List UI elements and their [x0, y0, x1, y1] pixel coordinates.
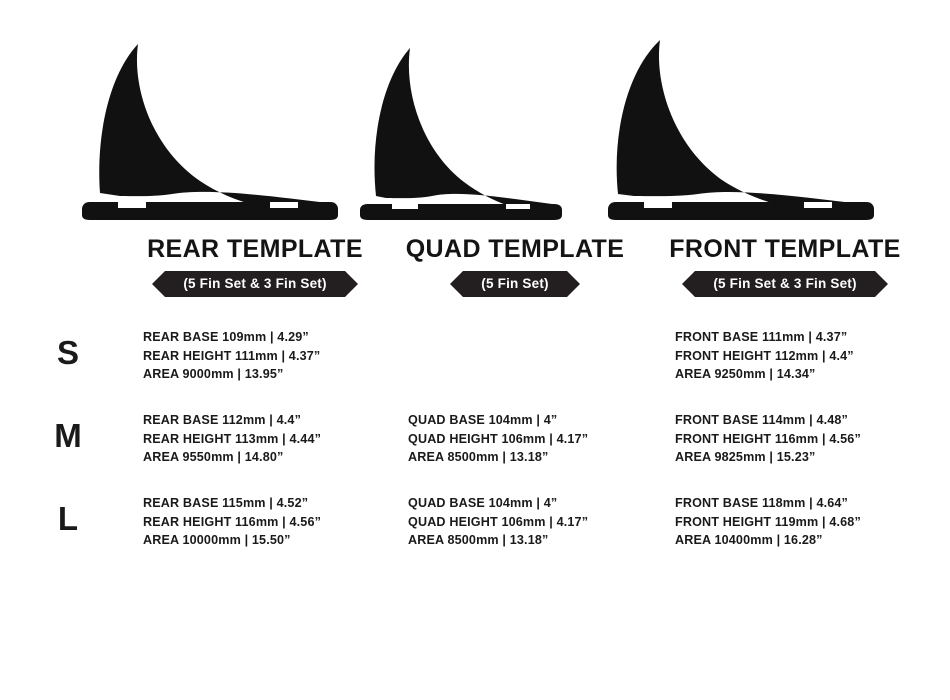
- spec-line: AREA 9550mm | 14.80”: [143, 450, 284, 464]
- spec-line: AREA 8500mm | 13.18”: [408, 450, 549, 464]
- spec-rear-l: [143, 494, 321, 550]
- size-label-s: S: [56, 334, 79, 371]
- spec-line: FRONT HEIGHT 112mm | 4.4”: [675, 348, 854, 363]
- spec-line: AREA 10400mm | 16.28”: [675, 533, 823, 547]
- spec-line: REAR BASE 109mm | 4.29”: [143, 330, 309, 344]
- size-row-large: [0, 488, 950, 571]
- spec-line: QUAD HEIGHT 106mm | 4.17”: [408, 514, 589, 529]
- spec-line: FRONT BASE 118mm | 4.64”: [675, 496, 849, 510]
- rear-ribbon-wrap: [110, 271, 400, 297]
- surfboard-rear-fin-icon: [60, 18, 360, 223]
- spec-line: FRONT HEIGHT 119mm | 4.68”: [675, 514, 861, 529]
- front-ribbon-wrap: [640, 271, 930, 297]
- rear-template-heading: [110, 236, 400, 297]
- fin-illustrations-row: [0, 18, 950, 223]
- spec-line: AREA 8500mm | 13.18”: [408, 533, 549, 547]
- spec-quad-m: [408, 411, 588, 467]
- quad-fin-illustration: [340, 18, 640, 223]
- front-template-title: FRONT TEMPLATE: [669, 235, 901, 263]
- spec-rear-m: [143, 411, 321, 467]
- spec-line: AREA 10000mm | 15.50”: [143, 533, 291, 547]
- front-template-heading: [640, 236, 930, 297]
- spec-table: [0, 322, 950, 571]
- quad-template-heading: [375, 236, 655, 297]
- spec-line: REAR HEIGHT 116mm | 4.56”: [143, 514, 322, 529]
- spec-rear-s: [143, 328, 320, 384]
- spec-line: FRONT BASE 114mm | 4.48”: [675, 413, 849, 427]
- spec-line: REAR HEIGHT 111mm | 4.37”: [143, 348, 321, 363]
- spec-line: AREA 9250mm | 14.34”: [675, 367, 816, 381]
- spec-line: QUAD HEIGHT 106mm | 4.17”: [408, 431, 589, 446]
- quad-template-title: QUAD TEMPLATE: [405, 235, 625, 263]
- rear-fin-illustration: [60, 18, 360, 223]
- size-row-medium: [0, 405, 950, 488]
- surfboard-front-fin-icon: [600, 18, 900, 223]
- spec-line: REAR HEIGHT 113mm | 4.44”: [143, 431, 322, 446]
- size-label-l: L: [57, 500, 79, 537]
- rear-template-title: REAR TEMPLATE: [147, 235, 363, 263]
- spec-line: REAR BASE 112mm | 4.4”: [143, 413, 302, 427]
- spec-line: AREA 9000mm | 13.95”: [143, 367, 284, 381]
- surfboard-quad-fin-icon: [340, 18, 640, 223]
- spec-line: FRONT BASE 111mm | 4.37”: [675, 330, 848, 344]
- spec-line: FRONT HEIGHT 116mm | 4.56”: [675, 431, 861, 446]
- spec-line: QUAD BASE 104mm | 4”: [408, 496, 558, 510]
- spec-line: REAR BASE 115mm | 4.52”: [143, 496, 309, 510]
- rear-template-ribbon: (5 Fin Set & 3 Fin Set): [165, 271, 344, 297]
- spec-quad-l: [408, 494, 588, 550]
- quad-template-ribbon: (5 Fin Set): [463, 271, 566, 297]
- quad-ribbon-wrap: [375, 271, 655, 297]
- size-label-m: M: [54, 417, 82, 454]
- spec-front-l: [675, 494, 861, 550]
- spec-front-m: [675, 411, 861, 467]
- spec-line: AREA 9825mm | 15.23”: [675, 450, 816, 464]
- size-row-small: [0, 322, 950, 405]
- front-template-ribbon: (5 Fin Set & 3 Fin Set): [695, 271, 874, 297]
- spec-front-s: [675, 328, 854, 384]
- front-fin-illustration: [600, 18, 900, 223]
- spec-line: QUAD BASE 104mm | 4”: [408, 413, 558, 427]
